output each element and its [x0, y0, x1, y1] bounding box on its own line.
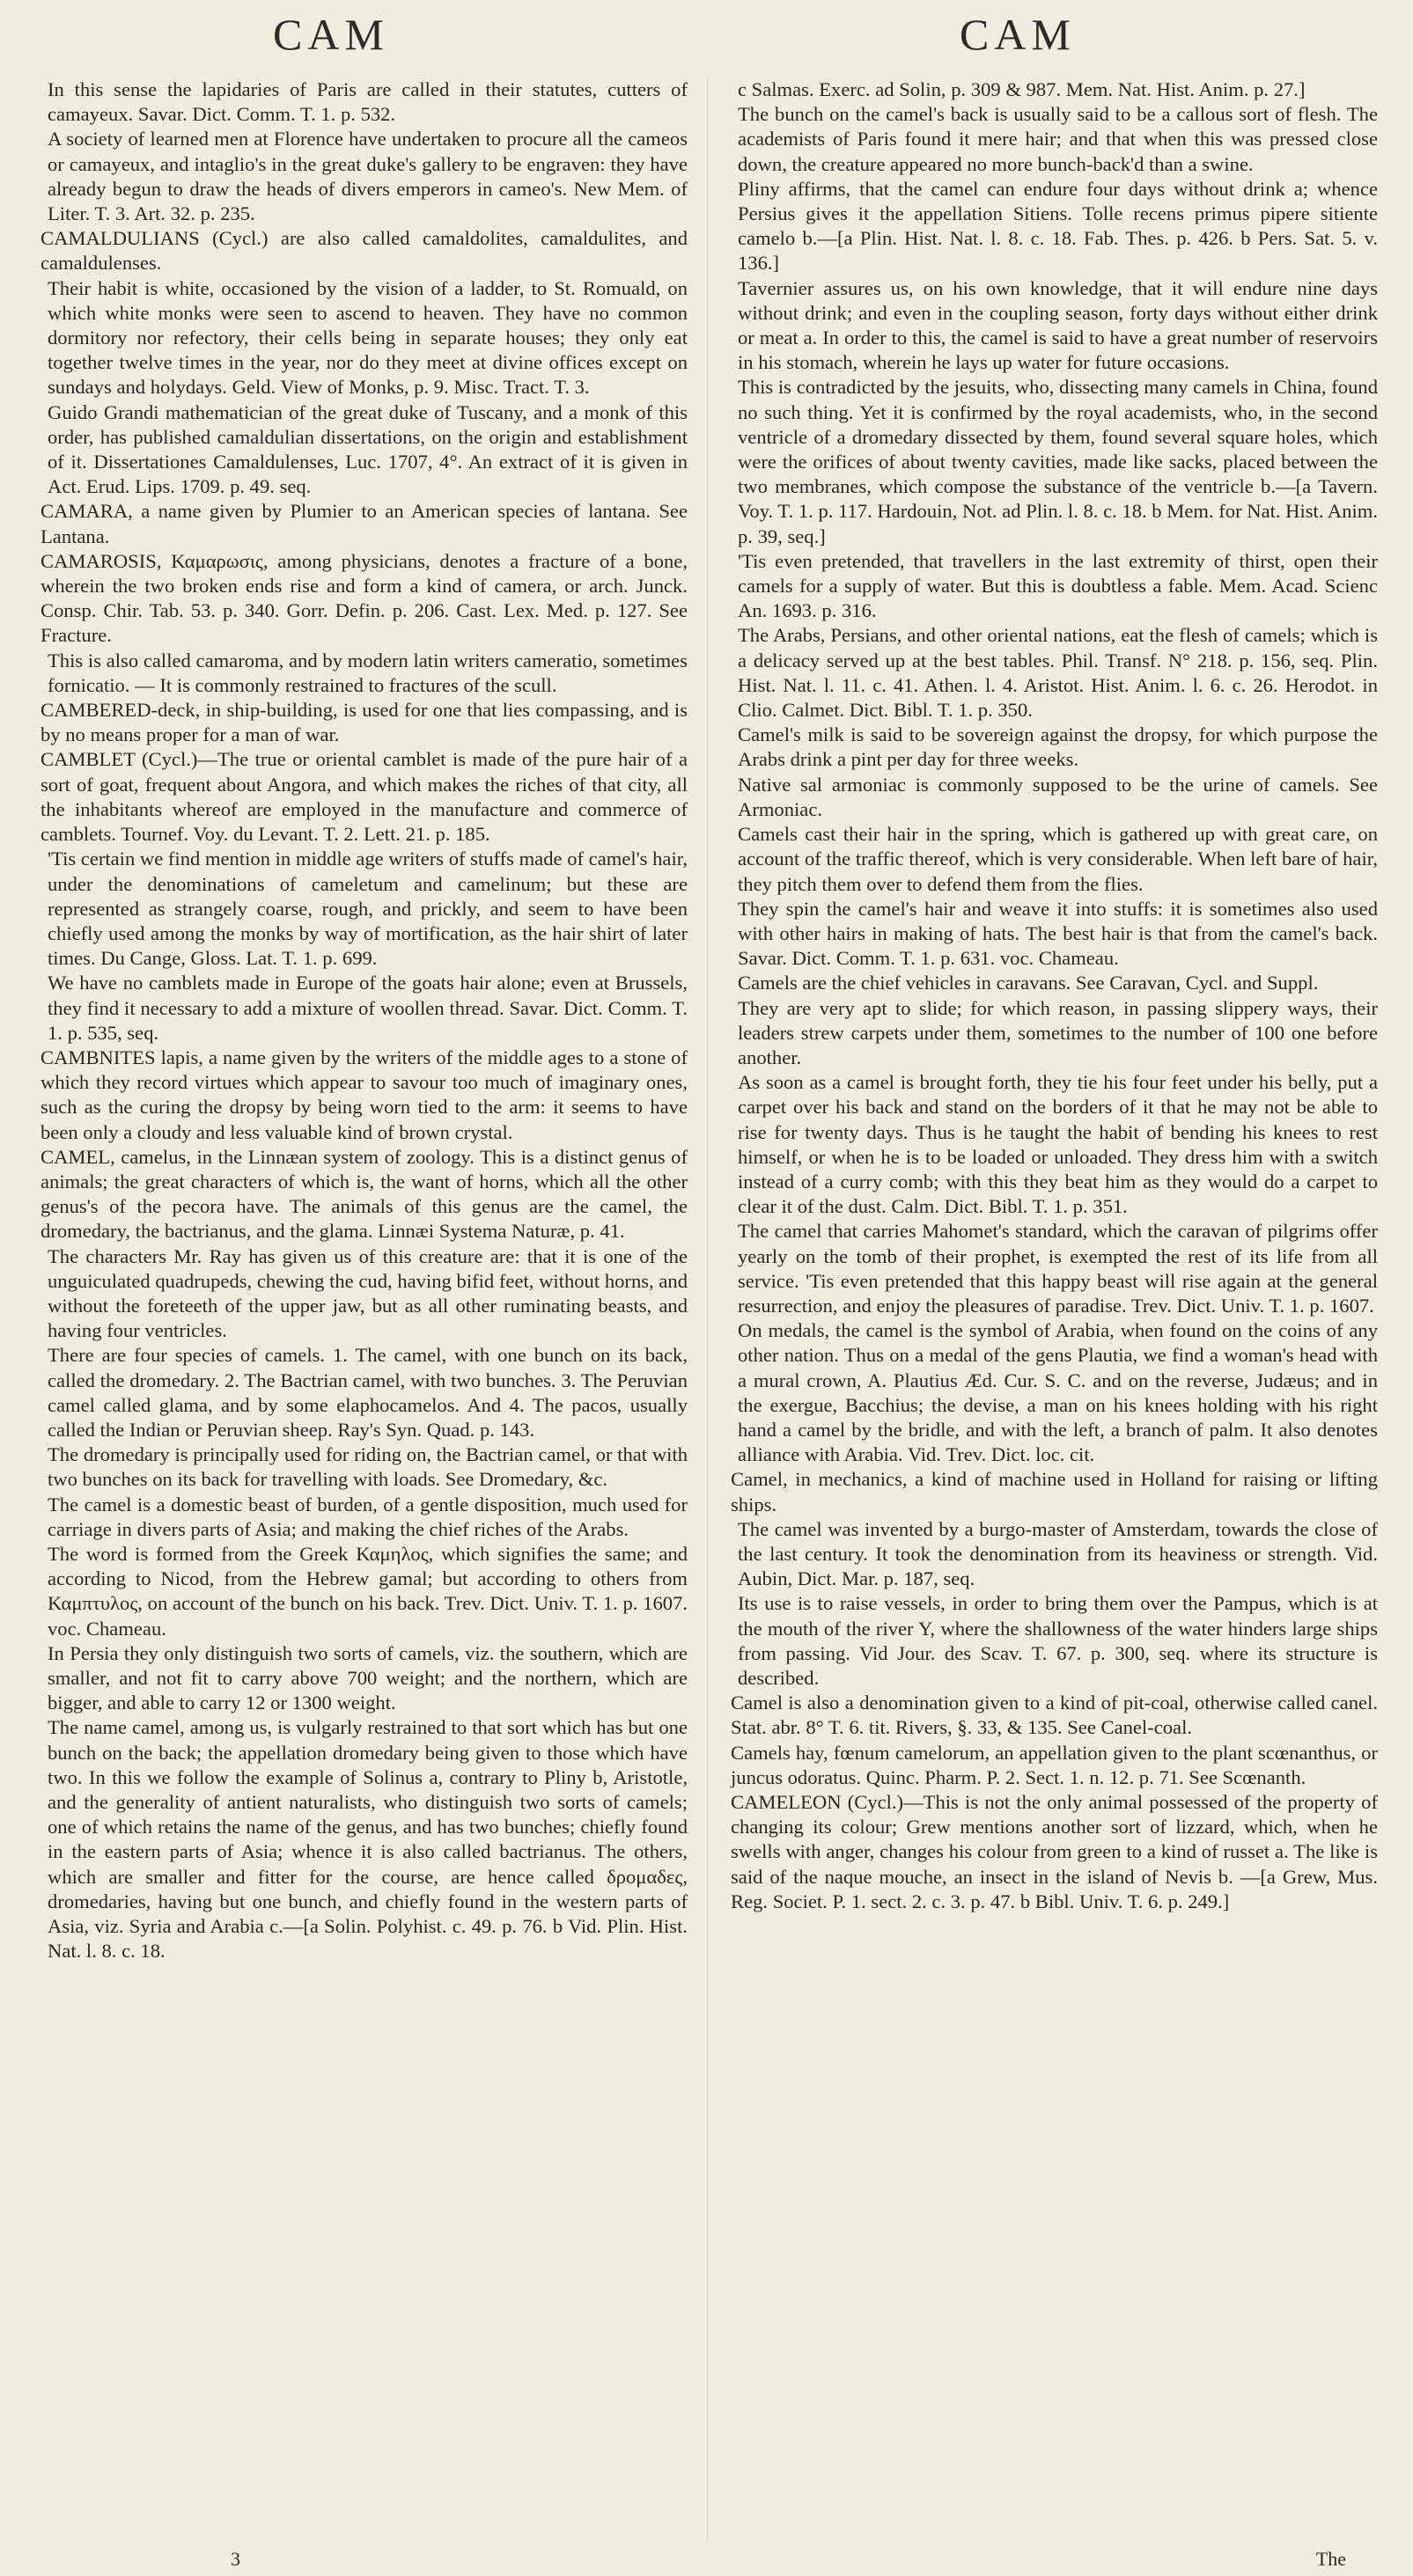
entry-paragraph: The word is formed from the Greek Καμηλος, which signifies the same; and according to Nicod, from the Hebrew gamal; but according to others from Καμπτυλος, on account of the bunch on his back. Trev. Dict. Univ. T. 1. p. 1607. voc. Chameau.: [48, 1542, 688, 1640]
entry-paragraph: Camel's milk is said to be sovereign against the dropsy, for which purpose the Arabs drink a pint per day for three weeks.: [738, 723, 1378, 771]
entry-paragraph: This is contradicted by the jesuits, who, dissecting many camels in China, found no such thing. Yet it is confirmed by the royal academists, who, in the second ventricle of a dromedary dissected by them, found several square holes, which were the orifices of about twenty cavities, made like sacks, placed between the two membranes, which compose the substance of the ventricle b.—[a Tavern. Voy. T. 1. p. 117. Hardouin, Not. ad Plin. l. 8. c. 18. b Mem. for Nat. Hist. Anim. p. 39, seq.]: [738, 376, 1378, 547]
entry-paragraph: Native sal armoniac is commonly supposed to be the urine of camels. See Armoniac.: [738, 773, 1378, 820]
entry-paragraph: The bunch on the camel's back is usually said to be a callous sort of flesh. The academists of Paris found it mere hair; and that when this was pressed close down, the creature appeared no more bunch-back'd than a swine.: [738, 103, 1378, 175]
entry-paragraph: The dromedary is principally used for riding on, the Bactrian camel, or that with two bunches on its back for travelling with loads. See Dromedary, &c.: [48, 1443, 688, 1491]
catchword: The: [1315, 2548, 1346, 2570]
entry-paragraph: Pliny affirms, that the camel can endure four days without drink a; whence Persius gives it the appellation Sitiens. Tolle recens primus pipere sitiente camelo b.—[a Plin. Hist. Nat. l. 8. c. 18. Fab. Thes. p. 426. b Pers. Sat. 5. v. 136.]: [738, 177, 1378, 275]
entry-paragraph: In Persia they only distinguish two sorts of camels, viz. the southern, which are smaller, and not fit to carry above 700 weight; and the northern, which are bigger, and able to carry 12 or 1300 weight.: [48, 1641, 688, 1714]
dictionary-entry: CAMARA, a name given by Plumier to an American species of lantana. See Lantana.: [40, 500, 688, 547]
dictionary-entry: CAMBERED-deck, in ship-building, is used for one that lies compassing, and is by no means proper for a man of war.: [40, 699, 688, 746]
left-column: [40, 77, 688, 1963]
entry-paragraph: 'Tis certain we find mention in middle age writers of stuffs made of camel's hair, under the denominations of cameletum and camelinum; but these are represented as strangely coarse, rough, and prickly, and seem to have been chiefly used among the monks by way of mortification, as the hair shirt of later times. Du Cange, Gloss. Lat. T. 1. p. 699.: [48, 848, 688, 970]
dictionary-entry: CAMEL, camelus, in the Linnæan system of zoology. This is a distinct genus of animals; the great characters of which is, the want of horns, which all the other genus's of the pecora have. The animals of this genus are the camel, the dromedary, the bactrianus, and the glama. Linnæi Systema Naturæ, p. 41.: [40, 1145, 688, 1243]
entry-paragraph: The Arabs, Persians, and other oriental nations, eat the flesh of camels; which is a delicacy served up at the best tables. Phil. Transf. N° 218. p. 156, seq. Plin. Hist. Nat. l. 11. c. 41. Athen. l. 4. Aristot. Hist. Anim. l. 6. c. 26. Herodot. in Clio. Calmet. Dict. Bibl. T. 1. p. 350.: [738, 624, 1378, 722]
dictionary-entry: Camel, in mechanics, a kind of machine used in Holland for raising or lifting ships.: [731, 1468, 1378, 1516]
entry-paragraph: The camel is a domestic beast of burden, of a gentle disposition, much used for carriage in divers parts of Asia; and making the chief riches of the Arabs.: [48, 1493, 688, 1540]
entry-paragraph: Their habit is white, occasioned by the vision of a ladder, to St. Romuald, on which white monks were seen to ascend to heaven. They have no common dormitory nor refectory, their cells being in separate houses; they only eat together twelve times in the year, nor do they meet at divine offices except on sundays and holydays. Geld. View of Monks, p. 9. Misc. Tract. T. 3.: [48, 276, 688, 399]
entry-paragraph: They are very apt to slide; for which reason, in passing slippery ways, their leaders strew carpets under them, sometimes to the number of 100 one before another.: [738, 996, 1378, 1068]
footnote-paragraph: c Salmas. Exerc. ad Solin, p. 309 & 987. Mem. Nat. Hist. Anim. p. 27.]: [738, 78, 1306, 100]
dictionary-entry: CAMBLET (Cycl.)—The true or oriental camblet is made of the pure hair of a sort of goat, frequent about Angora, and which makes the riches of that city, all the inhabitants whereof are employed in the manufacture and commerce of camblets. Tournef. Voy. du Levant. T. 2. Lett. 21. p. 185.: [40, 748, 688, 846]
running-head-right: CAM: [960, 10, 1076, 59]
entry-paragraph: They spin the camel's hair and weave it into stuffs: it is sometimes also used with other hairs in making of hats. The best hair is that from the camel's back. Savar. Dict. Comm. T. 1. p. 631. voc. Chameau.: [738, 897, 1378, 970]
entry-paragraph: This is also called camaroma, and by modern latin writers cameratio, sometimes fornicatio. — It is commonly restrained to fractures of the scull.: [48, 649, 688, 696]
entry-paragraph: Camels are the chief vehicles in caravans. See Caravan, Cycl. and Suppl.: [738, 972, 1319, 994]
dictionary-entry: CAMAROSIS, Καμαρωσις, among physicians, denotes a fracture of a bone, wherein the two broken ends rise and form a kind of camera, or arch. Junck. Consp. Chir. Tab. 53. p. 340. Gorr. Defin. p. 206. Cast. Lex. Med. p. 127. See Fracture.: [40, 549, 688, 647]
entry-paragraph: A society of learned men at Florence have undertaken to procure all the cameos or camayeux, and intaglio's in the great duke's gallery to be engraven: they have already begun to draw the heads of divers emperors in cameo's. New Mem. of Liter. T. 3. Art. 32. p. 235.: [48, 128, 688, 225]
entry-paragraph: Tavernier assures us, on his own knowledge, that it will endure nine days without drink; and even in the coupling season, forty days without either drink or meat a. In order to this, the camel is said to have a great number of reservoirs in his stomach, wherein he lays up water for future occasions.: [738, 276, 1378, 374]
page-number: 3: [231, 2548, 240, 2570]
entry-paragraph: The name camel, among us, is vulgarly restrained to that sort which has but one bunch on the back; the appellation dromedary being given to those which have two. In this we follow the example of Solinus a, contrary to Pliny b, Aristotle, and the generality of antient naturalists, who distinguish two sorts of camels; one of which retains the name of the genus, and has two bunches; chiefly found in the eastern parts of Asia; whence it is also called bactrianus. The others, which are smaller and fitter for the course, are hence called δρομαδες, dromedaries, having but one bunch, and chiefly found in the western parts of Asia, viz. Syria and Arabia c.—[a Solin. Polyhist. c. 49. p. 76. b Vid. Plin. Hist. Nat. l. 8. c. 18.: [48, 1716, 688, 1963]
entry-paragraph: In this sense the lapidaries of Paris are called in their statutes, cutters of camayeux. Savar. Dict. Comm. T. 1. p. 532.: [48, 78, 688, 126]
entry-paragraph: The characters Mr. Ray has given us of this creature are: that it is one of the unguiculated quadrupeds, chewing the cud, having bifid feet, without horns, and without the foreteeth of the upper jaw, but as all other ruminating beasts, and having four ventricles.: [48, 1244, 688, 1342]
dictionary-entry: CAMALDULIANS (Cycl.) are also called camaldolites, camaldulites, and camaldulenses.: [40, 227, 688, 275]
entry-paragraph: On medals, the camel is the symbol of Arabia, when found on the coins of any other nation. Thus on a medal of the gens Plautia, we find a woman's head with a mural crown, A. Plautius Æd. Cur. S. C. and on the reverse, Judæus; and in the exergue, Bacchius; the devise, a man on his knees holding with his right hand a camel by the bridle, and with the left, a branch of palm. It also denotes alliance with Arabia. Vid. Trev. Dict. loc. cit.: [738, 1319, 1378, 1466]
dictionary-entry: Camels hay, fœnum camelorum, an appellation given to the plant scœnanthus, or juncus odoratus. Quinc. Pharm. P. 2. Sect. 1. n. 12. p. 71. See Scœnanth.: [731, 1741, 1378, 1788]
entry-paragraph: Its use is to raise vessels, in order to bring them over the Pampus, which is at the mouth of the river Y, where the shallowness of the water hinders large ships from passing. Vid Jour. des Scav. T. 67. p. 300, seq. where its structure is described.: [738, 1592, 1378, 1689]
dictionary-entry: Camel is also a denomination given to a kind of pit-coal, otherwise called canel. Stat. abr. 8° T. 6. tit. Rivers, §. 33, & 135. See Canel-coal.: [731, 1692, 1378, 1739]
entry-paragraph: As soon as a camel is brought forth, they tie his four feet under his belly, put a carpet over his back and stand on the borders of it that he may not be able to rise for twenty days. Thus is he taught the habit of bending his knees to rest himself, or when he is to be loaded or unloaded. They dress him with a switch instead of a curry comb; with this they beat him as they would do a carpet to clear it of the dust. Calm. Dict. Bibl. T. 1. p. 351.: [738, 1071, 1378, 1218]
entry-paragraph: The camel was invented by a burgo-master of Amsterdam, towards the close of the last century. It took the denomination from its heaviness or strength. Vid. Aubin, Dict. Mar. p. 187, seq.: [738, 1517, 1378, 1590]
entry-paragraph: There are four species of camels. 1. The camel, with one bunch on its back, called the dromedary. 2. The Bactrian camel, with two bunches. 3. The Peruvian camel called glama, and by some elaphocamelos. And 4. The pacos, usually called the Indian or Peruvian sheep. Ray's Syn. Quad. p. 143.: [48, 1344, 688, 1441]
entry-paragraph: 'Tis even pretended, that travellers in the last extremity of thirst, open their camels for a supply of water. But this is doubtless a fable. Mem. Acad. Scienc An. 1693. p. 316.: [738, 549, 1378, 622]
column-divider: [707, 77, 708, 2542]
page-header: [0, 9, 1413, 70]
entry-paragraph: Guido Grandi mathematician of the great duke of Tuscany, and a monk of this order, has published camaldulian dissertations, on the origin and establishment of it. Dissertationes Camaldulenses, Luc. 1707, 4°. An extract of it is given in Act. Erud. Lips. 1709. p. 49. seq.: [48, 400, 688, 498]
running-head-left: CAM: [273, 10, 389, 59]
dictionary-entry: CAMELEON (Cycl.)—This is not the only animal possessed of the property of changing its colour; Grew mentions another sort of lizzard, which, when he swells with anger, changes his colour from green to a kind of russet a. The like is said of the naque mouche, an insect in the island of Nevis b. —[a Grew, Mus. Reg. Societ. P. 1. sect. 2. c. 3. p. 47. b Bibl. Univ. T. 6. p. 249.]: [731, 1791, 1378, 1912]
dictionary-entry: CAMBNITES lapis, a name given by the writers of the middle ages to a stone of which they record virtues which appear to savour too much of imaginary ones, such as the curing the dropsy by being worn tied to the arm: it seems to have been only a cloudy and less valuable kind of brown crystal.: [40, 1046, 688, 1143]
entry-paragraph: We have no camblets made in Europe of the goats hair alone; even at Brussels, they find it necessary to add a mixture of woollen thread. Savar. Dict. Comm. T. 1. p. 535, seq.: [48, 972, 688, 1044]
right-column: [731, 77, 1378, 1914]
entry-paragraph: The camel that carries Mahomet's standard, which the caravan of pilgrims offer yearly on the tomb of their prophet, is exempted the rest of its life from all service. 'Tis even pretended that this happy beast will rise again at the general resurrection, and enjoy the pleasures of paradise. Trev. Dict. Univ. T. 1. p. 1607.: [738, 1220, 1378, 1317]
entry-paragraph: Camels cast their hair in the spring, which is gathered up with great care, on account of the traffic thereof, which is very considerable. When left bare of hair, they pitch them over to defend them from the flies.: [738, 823, 1378, 895]
